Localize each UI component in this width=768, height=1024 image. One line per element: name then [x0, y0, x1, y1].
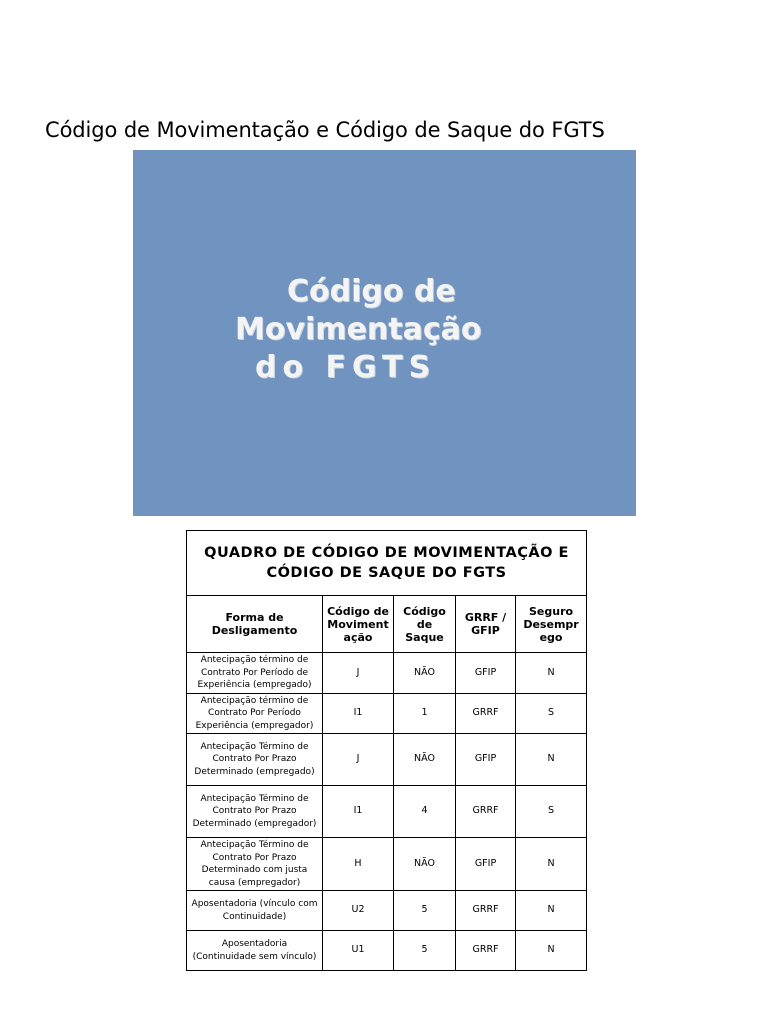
cell-seguro-desemprego: N [516, 931, 587, 971]
cell-codigo-movimentacao: I1 [323, 693, 394, 734]
cell-codigo-saque: 4 [394, 786, 456, 838]
cell-codigo-movimentacao: J [323, 653, 394, 694]
cell-codigo-saque: NÃO [394, 838, 456, 891]
table-header-row [187, 596, 587, 653]
cell-forma-desligamento: Aposentadoria (vínculo com Continuidade) [187, 891, 323, 931]
table-caption-row [187, 531, 587, 596]
table-caption: QUADRO DE CÓDIGO DE MOVIMENTAÇÃO E CÓDIGO DE SAQUE DO FGTS [187, 531, 587, 596]
cell-forma-desligamento: Aposentadoria (Continuidade sem vínculo) [187, 931, 323, 971]
cell-codigo-saque: 5 [394, 931, 456, 971]
cell-codigo-movimentacao: J [323, 734, 394, 786]
cell-forma-desligamento: Antecipação Término de Contrato Por Prazo Determinado (empregador) [187, 786, 323, 838]
cell-codigo-movimentacao: U2 [323, 891, 394, 931]
cell-grrf-gfip: GRRF [456, 891, 516, 931]
cell-forma-desligamento: Antecipação término de Contrato Por Período Experiência (empregador) [187, 693, 323, 734]
banner-line-3: do FGTS [255, 350, 437, 385]
cell-forma-desligamento: Antecipação Término de Contrato Por Prazo Determinado (empregado) [187, 734, 323, 786]
header-codigo-movimentacao: Código de Moviment ação [323, 596, 394, 653]
header-grrf-gfip: GRRF / GFIP [456, 596, 516, 653]
table-row [187, 838, 587, 891]
cell-codigo-saque: NÃO [394, 734, 456, 786]
table-row [187, 931, 587, 971]
cell-seguro-desemprego: N [516, 891, 587, 931]
cell-grrf-gfip: GRRF [456, 786, 516, 838]
cell-forma-desligamento: Antecipação término de Contrato Por Período de Experiência (empregado) [187, 653, 323, 694]
cell-codigo-movimentacao: H [323, 838, 394, 891]
cell-grrf-gfip: GFIP [456, 734, 516, 786]
cell-seguro-desemprego: S [516, 693, 587, 734]
table-row [187, 786, 587, 838]
movement-code-table [186, 530, 587, 971]
cell-grrf-gfip: GFIP [456, 838, 516, 891]
cell-grrf-gfip: GRRF [456, 931, 516, 971]
cell-seguro-desemprego: N [516, 734, 587, 786]
table-row [187, 693, 587, 734]
cell-codigo-saque: NÃO [394, 653, 456, 694]
banner-image [133, 150, 636, 516]
document-title: Código de Movimentação e Código de Saque do FGTS [45, 118, 605, 142]
table-row [187, 653, 587, 694]
cell-codigo-saque: 1 [394, 693, 456, 734]
cell-grrf-gfip: GRRF [456, 693, 516, 734]
cell-seguro-desemprego: N [516, 653, 587, 694]
cell-forma-desligamento: Antecipação Término de Contrato Por Prazo Determinado com justa causa (empregador) [187, 838, 323, 891]
header-codigo-saque: Código de Saque [394, 596, 456, 653]
cell-seguro-desemprego: S [516, 786, 587, 838]
cell-grrf-gfip: GFIP [456, 653, 516, 694]
cell-seguro-desemprego: N [516, 838, 587, 891]
header-forma-desligamento: Forma de Desligamento [187, 596, 323, 653]
table-row [187, 734, 587, 786]
banner-line-2: Movimentação [235, 312, 482, 347]
cell-codigo-saque: 5 [394, 891, 456, 931]
banner-line-1: Código de [287, 274, 456, 309]
movement-code-table-container [186, 530, 586, 971]
table-row [187, 891, 587, 931]
header-seguro-desemprego: Seguro Desempr ego [516, 596, 587, 653]
cell-codigo-movimentacao: I1 [323, 786, 394, 838]
cell-codigo-movimentacao: U1 [323, 931, 394, 971]
